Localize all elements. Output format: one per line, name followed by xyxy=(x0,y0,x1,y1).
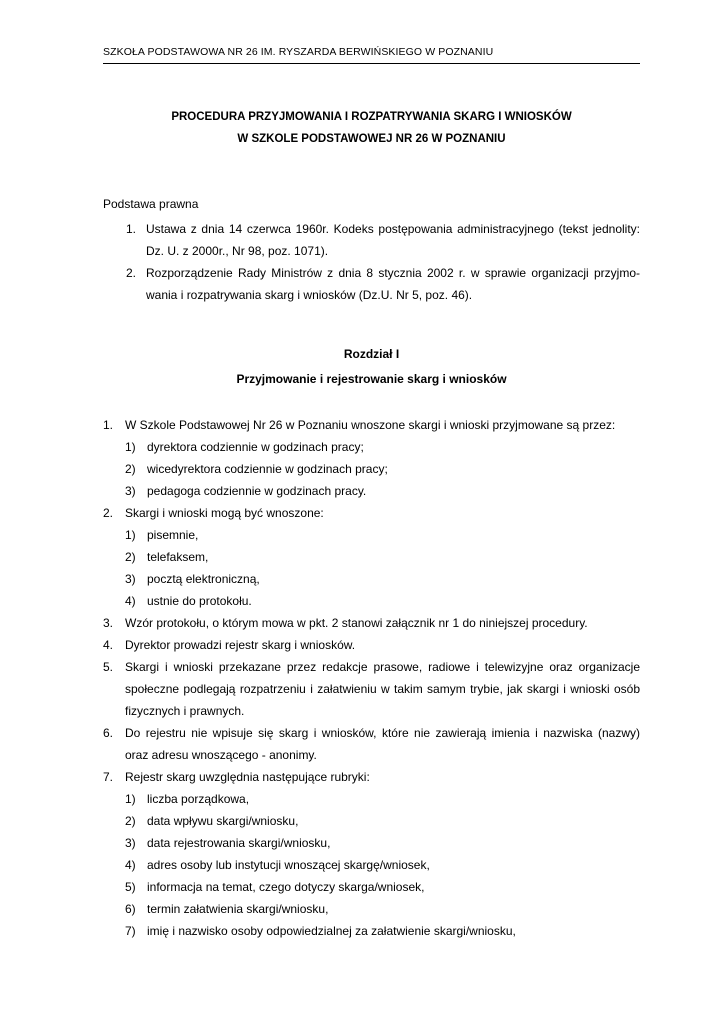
legal-basis-text-line: wania i rozpatrywania skarg i wniosków (Dz.U. Nr 5, poz. 46). xyxy=(146,288,473,302)
sub-list-text: imię i nazwisko osoby odpowiedzialnej za załatwienie skargi/wniosku, xyxy=(147,924,516,938)
sub-list-text: termin załatwienia skargi/wniosku, xyxy=(147,902,329,916)
list-item-text: Dyrektor prowadzi rejestr skarg i wniosków. xyxy=(125,638,356,652)
sub-list-number: 7) xyxy=(125,924,136,938)
sub-list-item xyxy=(125,590,640,612)
document-title-line-2: W SZKOLE PODSTAWOWEJ NR 26 W POZNANIU xyxy=(237,133,506,145)
sub-list xyxy=(125,436,640,502)
sub-list-item xyxy=(125,920,640,942)
legal-basis-item xyxy=(103,262,640,306)
sub-list-item xyxy=(125,480,640,502)
list-number: 4. xyxy=(103,638,114,652)
list-number: 7. xyxy=(103,770,114,784)
sub-list-text: pocztą elektroniczną, xyxy=(147,572,260,586)
sub-list-number: 3) xyxy=(125,836,136,850)
legal-basis-text-line: Dz. U. z 2000r., Nr 98, poz. 1071). xyxy=(146,244,329,258)
sub-list-text: telefaksem, xyxy=(147,550,209,564)
chapter-title: Rozdział I xyxy=(343,347,400,361)
list-number: 2. xyxy=(126,266,137,280)
list-item-text-line: Do rejestru nie wpisuje się skarg i wniosków, które nie zawierają imienia i nazwiska (nazwy) xyxy=(125,726,640,740)
list-item-text: Rejestr skarg uwzględnia następujące rubryki: xyxy=(125,770,370,784)
sub-list-number: 6) xyxy=(125,902,136,916)
list-number: 1. xyxy=(103,418,114,432)
legal-basis-item xyxy=(103,218,640,262)
sub-list-text: pedagoga codziennie w godzinach pracy. xyxy=(147,484,367,498)
sub-list-item xyxy=(125,458,640,480)
sub-list-number: 1) xyxy=(125,528,136,542)
list-item-text-line: oraz adresu wnoszącego - anonimy. xyxy=(125,748,317,762)
list-item xyxy=(103,414,640,502)
document-title-line-1: PROCEDURA PRZYJMOWANIA I ROZPATRYWANIA SKARG I WNIOSKÓW xyxy=(171,111,572,123)
sub-list-number: 3) xyxy=(125,484,136,498)
list-item xyxy=(103,656,640,722)
list-item xyxy=(103,634,640,656)
legal-basis-heading: Podstawa prawna xyxy=(103,197,199,211)
sub-list-item xyxy=(125,876,640,898)
sub-list-item xyxy=(125,788,640,810)
sub-list-item xyxy=(125,568,640,590)
legal-basis-text-line: Ustawa z dnia 14 czerwca 1960r. Kodeks postępowania administracyjnego (tekst jednolity: xyxy=(146,222,640,236)
sub-list-item xyxy=(125,898,640,920)
sub-list-item xyxy=(125,524,640,546)
list-item xyxy=(103,722,640,766)
sub-list-item xyxy=(125,832,640,854)
sub-list-number: 1) xyxy=(125,440,136,454)
list-item-text: Skargi i wnioski mogą być wnoszone: xyxy=(125,506,324,520)
sub-list-text: ustnie do protokołu. xyxy=(147,594,252,608)
sub-list-number: 2) xyxy=(125,550,136,564)
sub-list-number: 3) xyxy=(125,572,136,586)
sub-list-number: 4) xyxy=(125,858,136,872)
list-item-text: W Szkole Podstawowej Nr 26 w Poznaniu wnoszone skargi i wnioski przyjmowane są przez: xyxy=(125,418,616,432)
sub-list-number: 5) xyxy=(125,880,136,894)
sub-list-text: wicedyrektora codziennie w godzinach pracy; xyxy=(147,462,388,476)
procedure-list xyxy=(103,414,640,942)
sub-list-number: 2) xyxy=(125,814,136,828)
sub-list-item xyxy=(125,436,640,458)
sub-list xyxy=(125,788,640,942)
list-item-text: Wzór protokołu, o którym mowa w pkt. 2 stanowi załącznik nr 1 do niniejszej procedury. xyxy=(125,616,588,630)
sub-list-text: data wpływu skargi/wniosku, xyxy=(147,814,299,828)
sub-list-item xyxy=(125,810,640,832)
sub-list-text: liczba porządkowa, xyxy=(147,792,250,806)
legal-basis-text-line: Rozporządzenie Rady Ministrów z dnia 8 stycznia 2002 r. w sprawie organizacji przyjmo- xyxy=(146,266,640,280)
list-item xyxy=(103,612,640,634)
sub-list-text: data rejestrowania skargi/wniosku, xyxy=(147,836,331,850)
sub-list-item xyxy=(125,854,640,876)
list-item xyxy=(103,766,640,942)
sub-list-item xyxy=(125,546,640,568)
list-number: 5. xyxy=(103,660,114,674)
chapter-subtitle: Przyjmowanie i rejestrowanie skarg i wniosków xyxy=(236,372,507,386)
list-item-text-line: społeczne podlegają rozpatrzeniu i załatwieniu w takim samym trybie, jak skargi i wnioski osób xyxy=(125,682,640,696)
sub-list-number: 4) xyxy=(125,594,136,608)
list-number: 3. xyxy=(103,616,114,630)
sub-list-text: pisemnie, xyxy=(147,528,199,542)
list-number: 2. xyxy=(103,506,114,520)
sub-list xyxy=(125,524,640,612)
sub-list-number: 1) xyxy=(125,792,136,806)
list-number: 6. xyxy=(103,726,114,740)
page-header: SZKOŁA PODSTAWOWA NR 26 IM. RYSZARDA BERWIŃSKIEGO W POZNANIU xyxy=(103,45,640,64)
legal-basis-list xyxy=(103,218,640,306)
list-item-text-line: Skargi i wnioski przekazane przez redakcje prasowe, radiowe i telewizyjne oraz organizacje xyxy=(125,660,640,674)
sub-list-text: informacja na temat, czego dotyczy skarga/wniosek, xyxy=(147,880,425,894)
list-item-text-line: fizycznych i prawnych. xyxy=(125,704,245,718)
list-number: 1. xyxy=(126,222,137,236)
sub-list-text: adres osoby lub instytucji wnoszącej skargę/wniosek, xyxy=(147,858,430,872)
sub-list-text: dyrektora codziennie w godzinach pracy; xyxy=(147,440,364,454)
sub-list-number: 2) xyxy=(125,462,136,476)
list-item xyxy=(103,502,640,612)
